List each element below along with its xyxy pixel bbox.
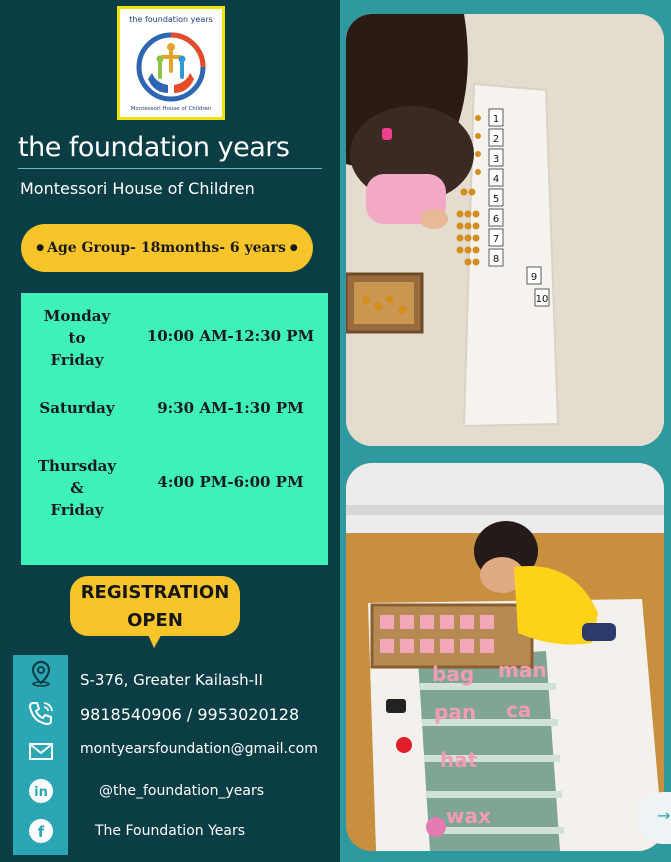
- location-pin-icon: [27, 659, 55, 687]
- logo-top-text: the foundation years: [129, 15, 213, 24]
- number-card-label: 6: [492, 214, 500, 225]
- schedule-time: 4:00 PM-6:00 PM: [157, 473, 304, 491]
- phone-icon: [27, 699, 55, 727]
- alphabet-word: pan: [434, 700, 477, 724]
- registration-badge: [70, 576, 240, 636]
- logo: [117, 6, 225, 120]
- day-line: Friday: [50, 351, 104, 369]
- title-divider: [18, 168, 322, 169]
- number-card-label: 10: [535, 294, 549, 305]
- day-line: Thursday: [37, 457, 117, 475]
- schedule-row: [21, 455, 328, 525]
- schedule-row: [21, 397, 328, 421]
- schedule-day: [25, 305, 129, 371]
- photo-counting-activity: [346, 14, 664, 446]
- phone-text[interactable]: 9818540906 / 9953020128: [80, 705, 300, 724]
- bullet-icon: ●: [36, 243, 45, 253]
- number-card-label: 1: [492, 114, 500, 125]
- alphabet-word: ca: [506, 698, 532, 722]
- photo-child-moveable-alphabet: [346, 463, 664, 851]
- alphabet-word: hat: [440, 748, 478, 772]
- day-line: to: [68, 329, 86, 347]
- schedule-time: 9:30 AM-1:30 PM: [157, 399, 304, 417]
- page-subtitle: Montessori House of Children: [20, 179, 255, 198]
- schedule-table: [21, 293, 328, 565]
- alphabet-word: bag: [432, 662, 475, 686]
- email-link[interactable]: montyearsfoundation@gmail.com: [80, 741, 318, 757]
- registration-line: REGISTRATION: [80, 582, 230, 603]
- alphabet-word: wax: [446, 804, 491, 828]
- address-text: S-376, Greater Kailash-II: [80, 671, 263, 689]
- speech-bubble-tail: [146, 630, 164, 648]
- page-title: the foundation years: [18, 132, 290, 163]
- linkedin-icon[interactable]: [27, 777, 55, 805]
- logo-hands-icon: [134, 27, 208, 107]
- schedule-day: [25, 397, 129, 419]
- contact-icon-strip: [13, 655, 68, 855]
- day-line: &: [70, 479, 84, 497]
- bullet-icon: ●: [289, 243, 298, 253]
- day-line: Friday: [50, 501, 104, 519]
- schedule-day: [25, 455, 129, 521]
- number-card-label: 4: [492, 174, 500, 185]
- age-group-badge: [21, 224, 313, 272]
- alphabet-word: man: [498, 658, 547, 682]
- facebook-icon[interactable]: [27, 817, 55, 845]
- day-line: Monday: [43, 307, 111, 325]
- number-card-label: 3: [492, 154, 500, 165]
- number-card-label: 9: [530, 272, 538, 283]
- schedule-row: [21, 305, 328, 375]
- arrow-icon: →: [657, 806, 671, 825]
- number-card-label: 5: [492, 194, 500, 205]
- schedule-time: 10:00 AM-12:30 PM: [146, 327, 315, 345]
- registration-line: OPEN: [127, 610, 183, 631]
- number-card-label: 7: [492, 234, 500, 245]
- number-card-label: 2: [492, 134, 500, 145]
- facebook-page[interactable]: The Foundation Years: [95, 823, 246, 839]
- day-line: Saturday: [39, 399, 115, 417]
- number-card-label: 8: [492, 254, 500, 265]
- photo-word-building-activity: [346, 463, 664, 851]
- age-group-label: Age Group- 18months- 6 years: [47, 240, 286, 256]
- svg-text:in: in: [34, 785, 48, 800]
- mail-icon: [27, 737, 55, 765]
- svg-text:f: f: [37, 823, 45, 841]
- logo-bottom-text: Montessori House of Children: [130, 106, 212, 112]
- photo-child-number-rods: [346, 14, 664, 446]
- linkedin-handle[interactable]: @the_foundation_years: [99, 783, 265, 799]
